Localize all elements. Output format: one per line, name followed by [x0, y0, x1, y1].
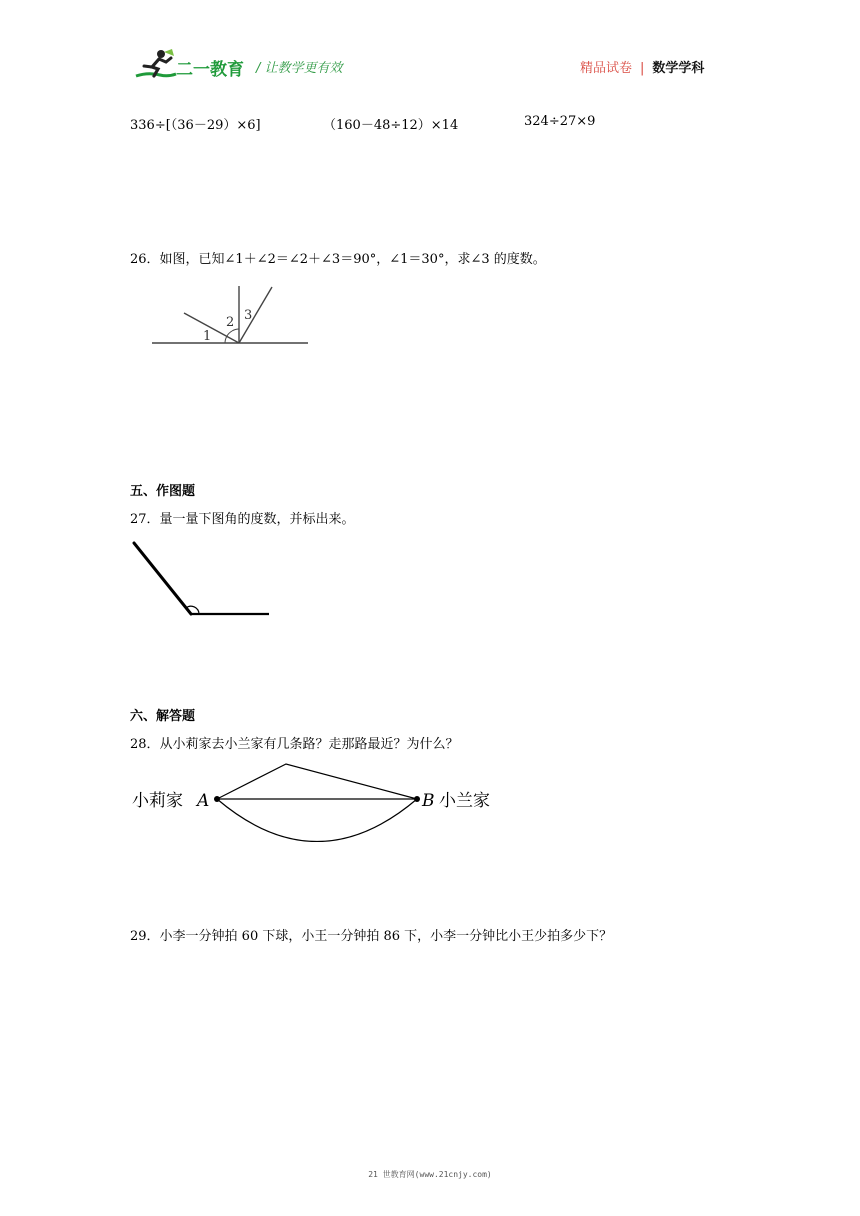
expression-3: 324÷27×9 — [524, 114, 596, 129]
section-5-title: 五、作图题 — [130, 484, 196, 499]
home-label-right: 小兰家 — [439, 791, 490, 811]
expression-1: 336÷[（36－29）×6] — [130, 118, 261, 133]
exam-tag: 精品试卷 — [580, 61, 633, 76]
logo-text: 二一教育 — [176, 60, 244, 80]
expression-2: （160－48÷12）×14 — [323, 118, 459, 133]
angle-label-2: 2 — [226, 315, 235, 330]
home-label-left: 小莉家 — [132, 791, 183, 811]
question-27: 27．量一量下图角的度数，并标出来。 — [130, 512, 355, 527]
angle-label-3: 3 — [244, 308, 253, 323]
angle-label-1: 1 — [203, 329, 212, 344]
header-right — [580, 57, 704, 76]
slogan: / 让教学更有效 — [256, 61, 343, 76]
question-28: 28．从小莉家去小兰家有几条路？走那路最近？为什么？ — [130, 737, 459, 752]
footer: 21 世教育网(www.21cnjy.com) — [368, 1170, 492, 1179]
point-a-label: A — [197, 791, 210, 811]
point-b-label: B — [422, 791, 435, 811]
section-6-title: 六、解答题 — [130, 709, 196, 724]
subject-label: 数学学科 — [652, 61, 705, 76]
question-26: 26．如图，已知∠1＋∠2＝∠2＋∠3＝90°，∠1＝30°，求∠3 的度数。 — [130, 252, 546, 267]
header — [0, 0, 860, 90]
runner-logo-icon — [134, 48, 178, 82]
angle-figure-26 — [148, 282, 314, 348]
header-separator: | — [640, 61, 645, 76]
question-29: 29．小李一分钟拍 60 下球，小王一分钟拍 86 下，小李一分钟比小王少拍多少下？ — [130, 929, 613, 944]
angle-figure-27 — [128, 538, 274, 622]
route-figure-28 — [130, 758, 510, 842]
